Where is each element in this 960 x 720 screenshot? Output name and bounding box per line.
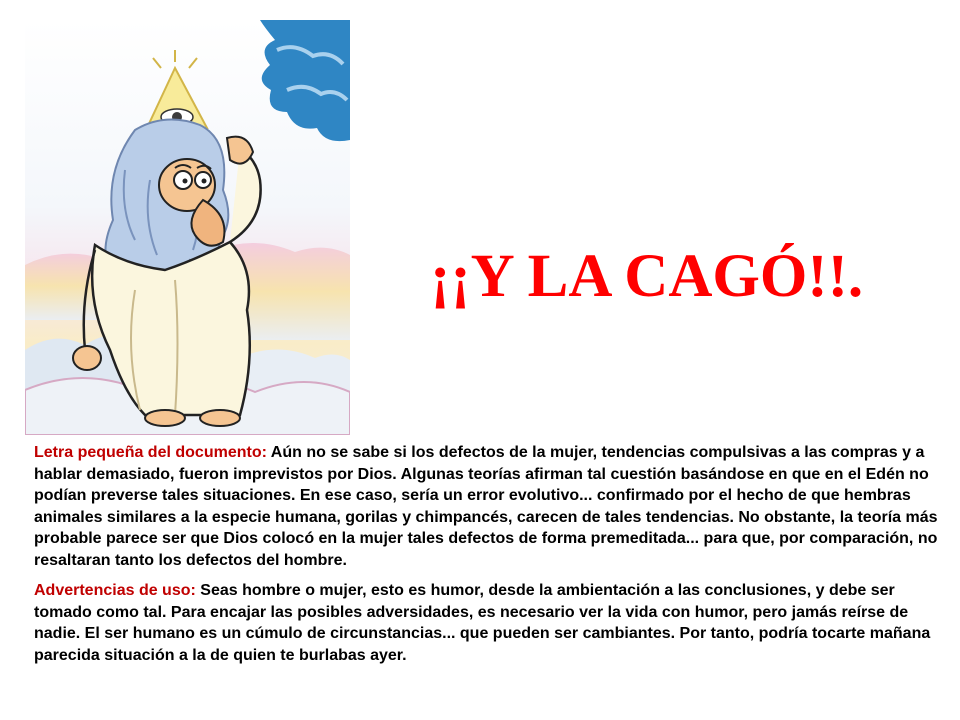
god-with-eye-of-providence-icon <box>25 20 350 435</box>
slide-title: ¡¡Y LA CAGÓ!!. <box>430 243 864 310</box>
paragraph-usage-warnings <box>34 580 949 666</box>
body-text <box>34 442 949 675</box>
paragraph-lead: Advertencias de uso: <box>34 582 196 599</box>
paragraph-fine-print <box>34 442 949 571</box>
paragraph-lead: Letra pequeña del documento: <box>34 444 267 461</box>
paragraph-body: Aún no se sabe si los defectos de la mujer, tendencias compulsivas a las compras y a hablar demasiado, fueron imprevistos por Dios. Algunas teorías afirman tal cuestión basándose en que en el Edén no podían preverse tales situaciones. En ese caso, sería un error evolutivo... confirmado por el hecho de que hembras animales similares a la especie humana, gorilas y chimpancés, carecen de tales tendencias. No obstante, la teoría más probable parece ser que Dios colocó en la mujer tales defectos de forma premeditada... para que, por comparación, no resaltaran tanto los defectos del hombre. <box>34 444 938 569</box>
god-cartoon-illustration <box>25 20 350 435</box>
paragraph-body: Seas hombre o mujer, esto es humor, desde la ambientación a las conclusiones, y debe ser tomado como tal. Para encajar las posibles adversidades, es necesario ver la vida con humor, pero jamás reírse de nadie. El ser humano es un cúmulo de circunstancias... que pueden ser cambiantes. Por tanto, podría tocarte mañana parecida situación a la de quien te burlabas ayer. <box>34 582 931 664</box>
